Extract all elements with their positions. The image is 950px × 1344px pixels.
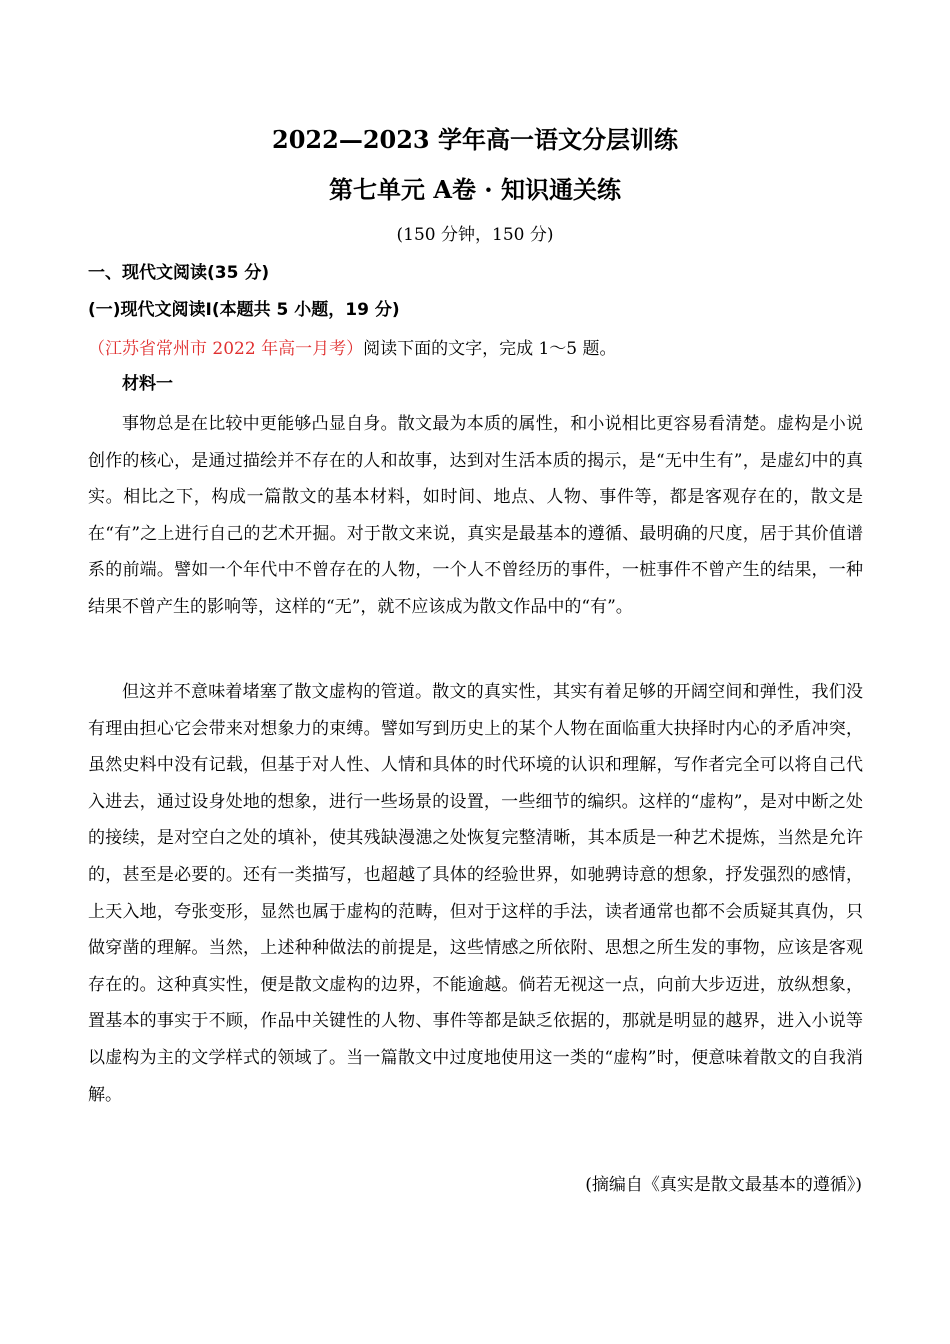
document-subtitle: 第七单元 A卷 · 知识通关练 (328, 175, 622, 204)
article-source: (摘编自《真实是散文最基本的遵循》) (585, 1175, 862, 1195)
time-score-info: (150 分钟，150 分) (396, 225, 554, 245)
source-note: （江苏省常州市 2022 年高一月考） (88, 339, 364, 359)
article-paragraph-1: 事物总是在比较中更能够凸显自身。散文最为本质的属性，和小说相比更容易看清楚。虚构是小说创作的核心，是通过描绘并不存在的人和故事，达到对生活本质的揭示，是“无中生有”，是虚幻中的真实。相比之下，构成一篇散文的基本材料，如时间、地点、人物、事件等，都是客观存在的，散文是在“有”之上进行自己的艺术开掘。对于散文来说，真实是最基本的遵循、最明确的尺度，居于其价值谱系的前端。譬如一个年代中不曾存在的人物，一个人不曾经历的事件，一桩事件不曾产生的结果，一种结果不曾产生的影响等，这样的“无”，就不应该成为散文作品中的“有”。 (88, 414, 863, 617)
instruction-text: 阅读下面的文字，完成 1～5 题。 (363, 339, 617, 359)
document-title: 2022—2023 学年高一语文分层训练 (272, 125, 678, 154)
instruction-line (88, 336, 617, 362)
section-heading: 一、现代文阅读(35 分) (88, 263, 270, 283)
material-label: 材料一 (122, 374, 173, 394)
subsection-heading (88, 297, 400, 323)
subsection-heading-text: (一)现代文阅读Ⅰ(本题共 5 小题，19 分) (88, 300, 400, 320)
article-paragraph-2: 但这并不意味着堵塞了散文虚构的管道。散文的真实性，其实有着足够的开阔空间和弹性，我们没有理由担心它会带来对想象力的束缚。譬如写到历史上的某个人物在面临重大抉择时内心的矛盾冲突，虽然史料中没有记载，但基于对人性、人情和具体的时代环境的认识和理解，写作者完全可以将自己代入进去，通过设身处地的想象，进行一些场景的设置，一些细节的编织。这样的“虚构”，是对中断之处的接续，是对空白之处的填补，使其残缺漫漶之处恢复完整清晰，其本质是一种艺术提炼，当然是允许的，甚至是必要的。还有一类描写，也超越了具体的经验世界，如驰骋诗意的想象，抒发强烈的感情，上天入地，夸张变形，显然也属于虚构的范畴，但对于这样的手法，读者通常也都不会质疑其真伪，只做穿凿的理解。当然，上述种种做法的前提是，这些情感之所依附、思想之所生发的事物，应该是客观存在的。这种真实性，便是散文虚构的边界，不能逾越。倘若无视这一点，向前大步迈进，放纵想象，置基本的事实于不顾，作品中关键性的人物、事件等都是缺乏依据的，那就是明显的越界，进入小说等以虚构为主的文学样式的领域了。当一篇散文中过度地使用这一类的“虚构”时，便意味着散文的自我消解。 (88, 682, 863, 1105)
